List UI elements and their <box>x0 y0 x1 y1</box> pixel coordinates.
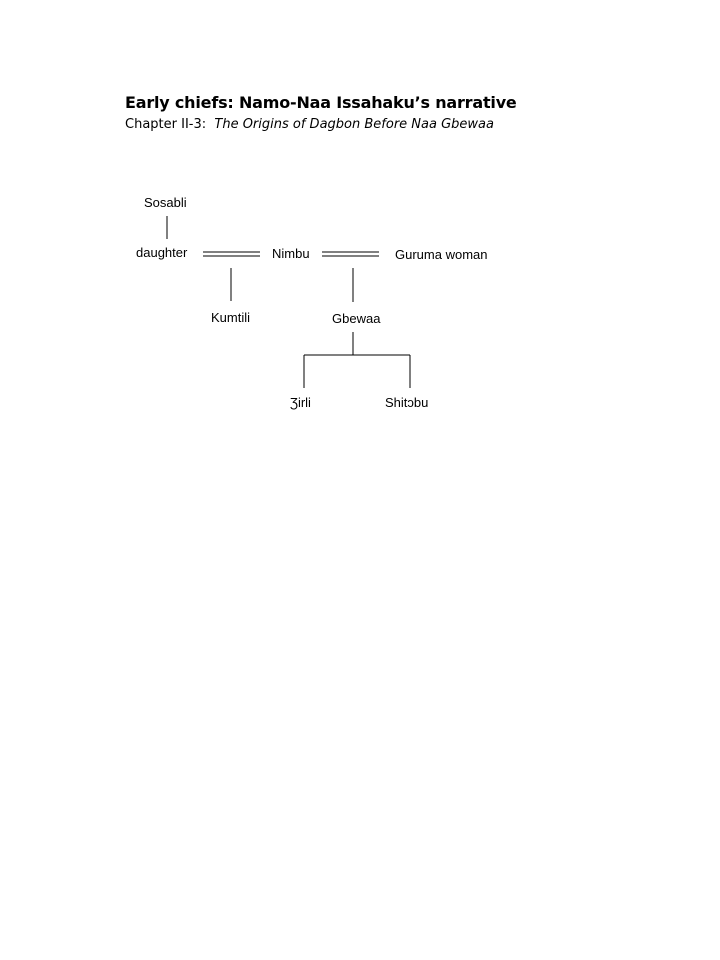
person-daughter: daughter <box>136 245 188 260</box>
person-guruma-woman: Guruma woman <box>395 247 488 262</box>
person-shitobu: Shitɔbu <box>385 395 429 410</box>
chapter-number: Chapter II-3: <box>125 117 207 132</box>
person-nimbu: Nimbu <box>272 246 310 261</box>
chapter-title: The Origins of Dagbon Before Naa Gbewaa <box>214 117 494 132</box>
person-kumtili: Kumtili <box>211 310 251 325</box>
person-gbewaa: Gbewaa <box>332 311 381 326</box>
page-title: Early chiefs: Namo-Naa Issahaku’s narrative <box>125 93 517 112</box>
person-zirli: Ʒirli <box>290 395 311 410</box>
person-sosabli: Sosabli <box>144 195 187 210</box>
